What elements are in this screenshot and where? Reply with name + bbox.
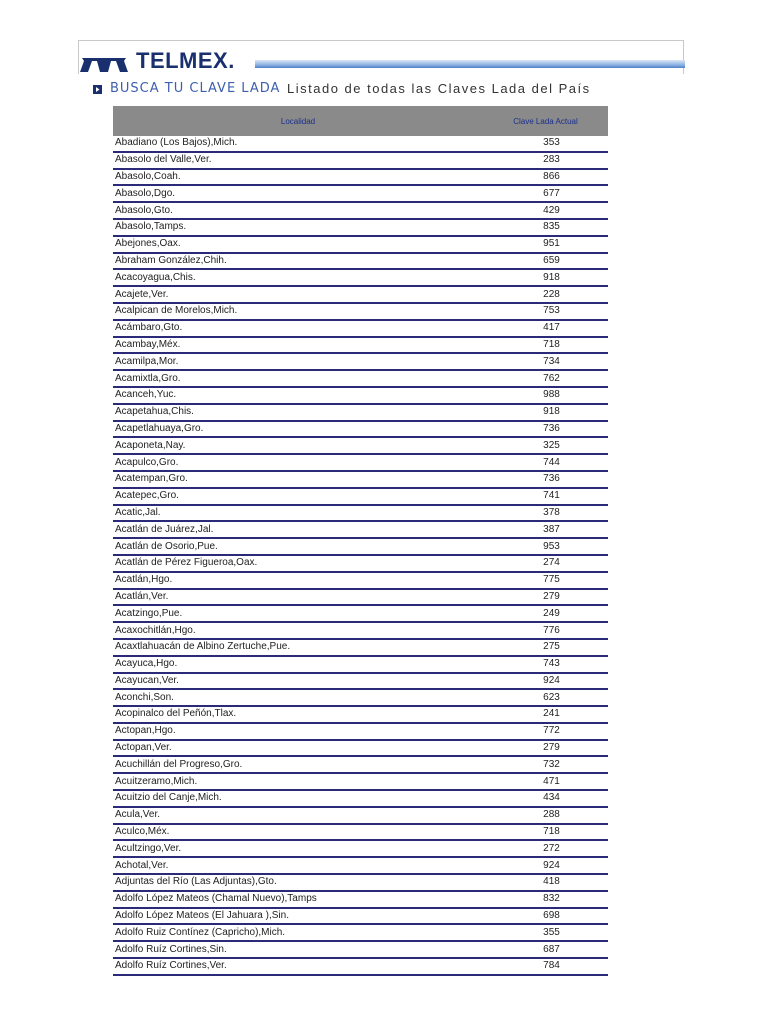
clave-lada-cell: 417: [483, 320, 608, 337]
table-row: [113, 219, 608, 236]
table-row: [113, 857, 608, 874]
clave-lada-cell: 753: [483, 303, 608, 320]
localidad-cell: Abejones,Oax.: [113, 236, 483, 253]
table-row: [113, 202, 608, 219]
localidad-cell: Adjuntas del Río (Las Adjuntas),Gto.: [113, 874, 483, 891]
localidad-cell: Acatlán,Hgo.: [113, 572, 483, 589]
clave-lada-cell: 659: [483, 253, 608, 270]
localidad-cell: Acopinalco del Peñón,Tlax.: [113, 706, 483, 723]
table-row: [113, 185, 608, 202]
table-row: [113, 538, 608, 555]
claves-lada-table-container: [113, 106, 608, 976]
clave-lada-cell: 743: [483, 656, 608, 673]
table-row: [113, 421, 608, 438]
table-row: [113, 169, 608, 186]
clave-lada-cell: 775: [483, 572, 608, 589]
table-row: [113, 589, 608, 606]
clave-lada-cell: 924: [483, 673, 608, 690]
localidad-cell: Acamixtla,Gro.: [113, 370, 483, 387]
table-row: [113, 924, 608, 941]
table-row: [113, 807, 608, 824]
clave-lada-cell: 429: [483, 202, 608, 219]
table-row: [113, 337, 608, 354]
clave-lada-cell: 732: [483, 756, 608, 773]
table-row: [113, 353, 608, 370]
clave-lada-cell: 249: [483, 605, 608, 622]
table-row: [113, 454, 608, 471]
table-row: [113, 773, 608, 790]
table-row: [113, 387, 608, 404]
table-row: [113, 874, 608, 891]
clave-lada-cell: 279: [483, 740, 608, 757]
table-row: [113, 639, 608, 656]
table-row: [113, 404, 608, 421]
localidad-cell: Acayucan,Ver.: [113, 673, 483, 690]
clave-lada-cell: 418: [483, 874, 608, 891]
claves-lada-table: [113, 106, 608, 976]
header-clave-lada: Clave Lada Actual: [483, 106, 608, 136]
table-row: [113, 605, 608, 622]
localidad-cell: Achotal,Ver.: [113, 857, 483, 874]
localidad-cell: Acaxtlahuacán de Albino Zertuche,Pue.: [113, 639, 483, 656]
localidad-cell: Adolfo Ruíz Cortines,Sin.: [113, 941, 483, 958]
localidad-cell: Abasolo,Coah.: [113, 169, 483, 186]
localidad-cell: Acapulco,Gro.: [113, 454, 483, 471]
table-row: [113, 488, 608, 505]
telmex-logo-text: TELMEX.: [136, 48, 235, 73]
clave-lada-cell: 953: [483, 538, 608, 555]
table-row: [113, 152, 608, 169]
localidad-cell: Acambay,Méx.: [113, 337, 483, 354]
clave-lada-cell: 355: [483, 924, 608, 941]
clave-lada-cell: 241: [483, 706, 608, 723]
clave-lada-cell: 776: [483, 622, 608, 639]
clave-lada-cell: 924: [483, 857, 608, 874]
localidad-cell: Abasolo,Dgo.: [113, 185, 483, 202]
localidad-cell: Acaxochitlán,Hgo.: [113, 622, 483, 639]
arrow-bullet-icon: [93, 85, 102, 94]
clave-lada-cell: 718: [483, 824, 608, 841]
localidad-cell: Acapetahua,Chis.: [113, 404, 483, 421]
clave-lada-cell: 275: [483, 639, 608, 656]
table-row: [113, 941, 608, 958]
localidad-cell: Acacoyagua,Chis.: [113, 269, 483, 286]
header-localidad: Localidad: [113, 106, 483, 136]
localidad-cell: Acatlán de Juárez,Jal.: [113, 521, 483, 538]
clave-lada-cell: 698: [483, 908, 608, 925]
table-row: [113, 740, 608, 757]
localidad-cell: Acatempan,Gro.: [113, 471, 483, 488]
localidad-cell: Aconchi,Son.: [113, 689, 483, 706]
table-body: [113, 136, 608, 975]
clave-lada-cell: 762: [483, 370, 608, 387]
clave-lada-cell: 784: [483, 958, 608, 975]
table-row: [113, 505, 608, 522]
table-row: [113, 136, 608, 152]
localidad-cell: Acuchillán del Progreso,Gro.: [113, 756, 483, 773]
localidad-cell: Acaponeta,Nay.: [113, 437, 483, 454]
localidad-cell: Abadiano (Los Bajos),Mich.: [113, 136, 483, 152]
localidad-cell: Acuitzeramo,Mich.: [113, 773, 483, 790]
table-row: [113, 908, 608, 925]
clave-lada-cell: 772: [483, 723, 608, 740]
localidad-cell: Adolfo López Mateos (Chamal Nuevo),Tamps: [113, 891, 483, 908]
localidad-cell: Acajete,Ver.: [113, 286, 483, 303]
clave-lada-cell: 718: [483, 337, 608, 354]
table-row: [113, 521, 608, 538]
localidad-cell: Abasolo del Valle,Ver.: [113, 152, 483, 169]
localidad-cell: Acámbaro,Gto.: [113, 320, 483, 337]
clave-lada-cell: 741: [483, 488, 608, 505]
table-row: [113, 958, 608, 975]
localidad-cell: Abasolo,Gto.: [113, 202, 483, 219]
clave-lada-cell: 387: [483, 521, 608, 538]
clave-lada-cell: 677: [483, 185, 608, 202]
localidad-cell: Acapetlahuaya,Gro.: [113, 421, 483, 438]
table-row: [113, 824, 608, 841]
localidad-cell: Actopan,Ver.: [113, 740, 483, 757]
clave-lada-cell: 434: [483, 790, 608, 807]
localidad-cell: Acatzingo,Pue.: [113, 605, 483, 622]
localidad-cell: Actopan,Hgo.: [113, 723, 483, 740]
clave-lada-cell: 471: [483, 773, 608, 790]
header-gradient-bar: [255, 60, 685, 68]
clave-lada-cell: 325: [483, 437, 608, 454]
table-row: [113, 320, 608, 337]
localidad-cell: Adolfo Ruíz Cortines,Ver.: [113, 958, 483, 975]
localidad-cell: Abasolo,Tamps.: [113, 219, 483, 236]
clave-lada-cell: 279: [483, 589, 608, 606]
table-row: [113, 370, 608, 387]
clave-lada-cell: 623: [483, 689, 608, 706]
clave-lada-cell: 272: [483, 840, 608, 857]
table-row: [113, 555, 608, 572]
clave-lada-cell: 736: [483, 471, 608, 488]
localidad-cell: Acatepec,Gro.: [113, 488, 483, 505]
table-header-row: [113, 106, 608, 136]
localidad-cell: Acatic,Jal.: [113, 505, 483, 522]
table-row: [113, 303, 608, 320]
localidad-cell: Abraham González,Chih.: [113, 253, 483, 270]
table-row: [113, 891, 608, 908]
localidad-cell: Aculco,Méx.: [113, 824, 483, 841]
localidad-cell: Adolfo Ruiz Contínez (Capricho),Mich.: [113, 924, 483, 941]
localidad-cell: Acatlán de Pérez Figueroa,Oax.: [113, 555, 483, 572]
localidad-cell: Acayuca,Hgo.: [113, 656, 483, 673]
table-row: [113, 673, 608, 690]
clave-lada-cell: 736: [483, 421, 608, 438]
busca-tu-clave-lada-link[interactable]: BUSCA TU CLAVE LADA: [110, 81, 281, 96]
clave-lada-cell: 288: [483, 807, 608, 824]
localidad-cell: Acuitzio del Canje,Mich.: [113, 790, 483, 807]
localidad-cell: Acultzingo,Ver.: [113, 840, 483, 857]
table-row: [113, 437, 608, 454]
table-row: [113, 656, 608, 673]
clave-lada-cell: 866: [483, 169, 608, 186]
table-row: [113, 723, 608, 740]
table-row: [113, 236, 608, 253]
table-row: [113, 286, 608, 303]
table-row: [113, 756, 608, 773]
page-title: Listado de todas las Claves Lada del País: [287, 81, 591, 96]
clave-lada-cell: 918: [483, 404, 608, 421]
clave-lada-cell: 951: [483, 236, 608, 253]
clave-lada-cell: 832: [483, 891, 608, 908]
localidad-cell: Acatlán de Osorio,Pue.: [113, 538, 483, 555]
table-row: [113, 790, 608, 807]
table-row: [113, 253, 608, 270]
table-row: [113, 269, 608, 286]
table-row: [113, 622, 608, 639]
localidad-cell: Adolfo López Mateos (El Jahuara ),Sin.: [113, 908, 483, 925]
clave-lada-cell: 353: [483, 136, 608, 152]
localidad-cell: Acamilpa,Mor.: [113, 353, 483, 370]
localidad-cell: Acula,Ver.: [113, 807, 483, 824]
table-row: [113, 471, 608, 488]
localidad-cell: Acanceh,Yuc.: [113, 387, 483, 404]
clave-lada-cell: 988: [483, 387, 608, 404]
clave-lada-cell: 734: [483, 353, 608, 370]
localidad-cell: Acatlán,Ver.: [113, 589, 483, 606]
telmex-logo-icon: [80, 52, 128, 72]
clave-lada-cell: 228: [483, 286, 608, 303]
clave-lada-cell: 744: [483, 454, 608, 471]
localidad-cell: Acalpican de Morelos,Mich.: [113, 303, 483, 320]
table-row: [113, 706, 608, 723]
table-row: [113, 840, 608, 857]
clave-lada-cell: 283: [483, 152, 608, 169]
clave-lada-cell: 918: [483, 269, 608, 286]
table-row: [113, 689, 608, 706]
clave-lada-cell: 274: [483, 555, 608, 572]
table-row: [113, 572, 608, 589]
clave-lada-cell: 378: [483, 505, 608, 522]
clave-lada-cell: 687: [483, 941, 608, 958]
clave-lada-cell: 835: [483, 219, 608, 236]
